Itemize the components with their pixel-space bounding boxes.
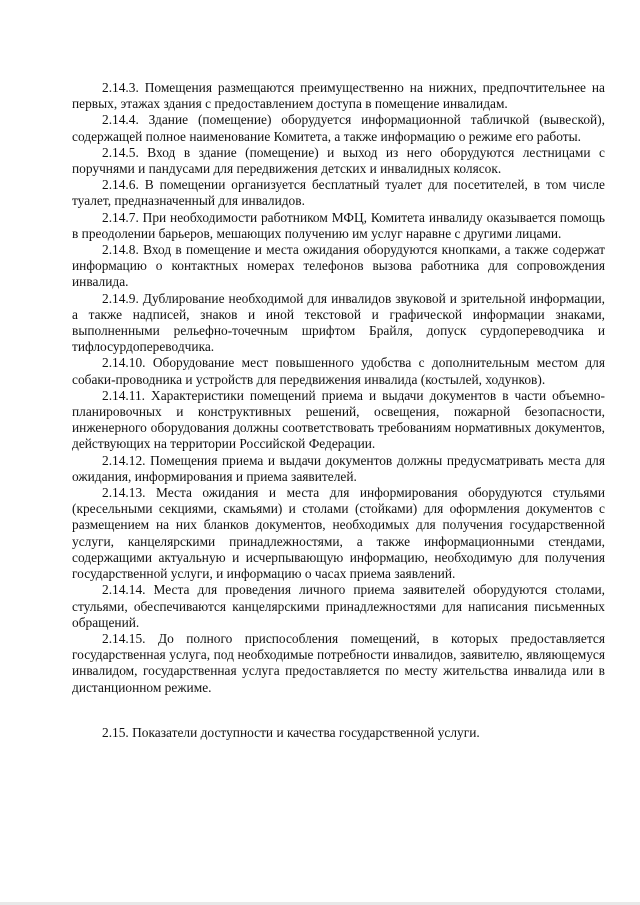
paragraph-2-14-13: 2.14.13. Места ожидания и места для информирования оборудуются стульями (кресельными секциями, скамьями) и столами (стойками) для оформления документов с размещением на них бланков документов, необходимых для получения государственной услуги, канцелярскими принадлежностями, а также информационными стендами, содержащими актуальную и исчерпывающую информацию, необходимую для получения государственной услуги, и информацию о часах приема заявлений. — [72, 485, 605, 582]
paragraph-2-14-14: 2.14.14. Места для проведения личного приема заявителей оборудуются столами, стульями, обеспечиваются канцелярскими принадлежностями для написания письменных обращений. — [72, 582, 605, 630]
paragraph-2-14-7: 2.14.7. При необходимости работником МФЦ, Комитета инвалиду оказывается помощь в преодолении барьеров, мешающих получению им услуг наравне с другими лицами. — [72, 209, 605, 241]
paragraph-2-14-15: 2.14.15. До полного приспособления помещений, в которых предоставляется государственная услуга, под необходимые потребности инвалидов, заявителю, являющемуся инвалидом, государственная услуга предоставляется по месту жительства инвалида или в дистанционном режиме. — [72, 630, 605, 695]
paragraph-2-14-10: 2.14.10. Оборудование мест повышенного удобства с дополнительным местом для собаки-проводника и устройств для передвижения инвалида (костылей, ходунков). — [72, 355, 605, 387]
paragraph-2-14-6: 2.14.6. В помещении организуется бесплатный туалет для посетителей, в том числе туалет, предназначенный для инвалидов. — [72, 177, 605, 209]
document-page — [72, 80, 605, 741]
paragraph-2-14-9: 2.14.9. Дублирование необходимой для инвалидов звуковой и зрительной информации, а также надписей, знаков и иной текстовой и графической информации знаками, выполненными рельефно-точечным шрифтом Брайля, допуск сурдопереводчика и тифлосурдопереводчика. — [72, 290, 605, 355]
paragraph-2-14-11: 2.14.11. Характеристики помещений приема и выдачи документов в части объемно-планировочных и конструктивных решений, освещения, пожарной безопасности, инженерного оборудования должны соответствовать требованиям нормативных документов, действующих на территории Российской Федерации. — [72, 387, 605, 452]
section-heading-2-15: 2.15. Показатели доступности и качества государственной услуги. — [102, 724, 480, 740]
paragraph-2-14-5: 2.14.5. Вход в здание (помещение) и выход из него оборудуются лестницами с поручнями и пандусами для передвижения детских и инвалидных колясок. — [72, 144, 605, 177]
paragraph-2-14-3: 2.14.3. Помещения размещаются преимущественно на нижних, предпочтительнее на первых, этажах здания с предоставлением доступа в помещение инвалидам. — [72, 80, 605, 112]
paragraph-2-14-12: 2.14.12. Помещения приема и выдачи документов должны предусматривать места для ожидания, информирования и приема заявителей. — [72, 452, 605, 484]
paragraph-2-14-8: 2.14.8. Вход в помещение и места ожидания оборудуются кнопками, а также содержат информацию о контактных номерах телефонов вызова работника для сопровождения инвалида. — [72, 242, 605, 290]
paragraph-2-14-4: 2.14.4. Здание (помещение) оборудуется информационной табличкой (вывеской), содержащей полное наименование Комитета, а также информацию о режиме его работы. — [72, 112, 605, 144]
